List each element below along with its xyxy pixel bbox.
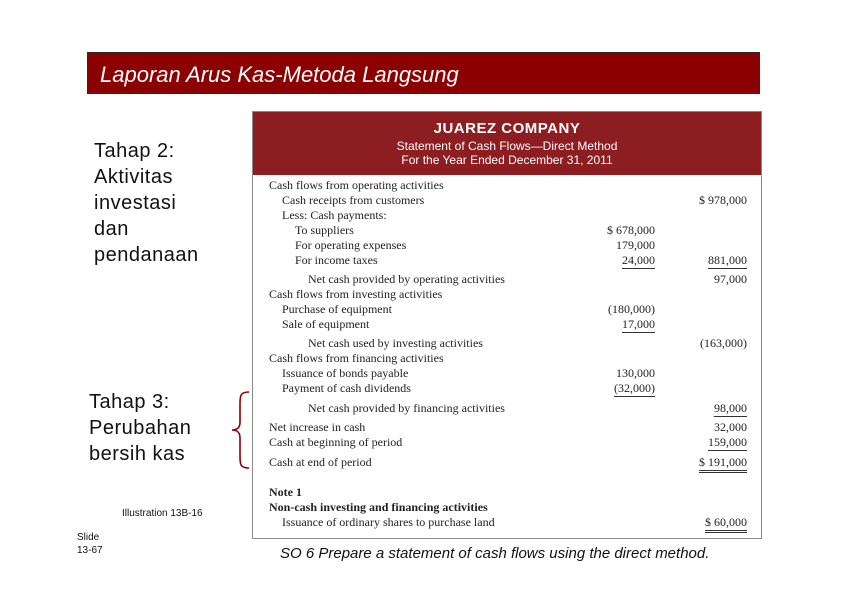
row-amount: 17,000 — [622, 317, 655, 331]
slide-title-bar — [87, 52, 760, 94]
statement-subtitle: Statement of Cash Flows—Direct Method — [396, 139, 618, 153]
company-name: JUAREZ COMPANY — [433, 120, 581, 137]
row-amount: (180,000) — [608, 302, 655, 316]
row-amount: (32,000) — [614, 381, 655, 395]
row-label: Purchase of equipment — [282, 302, 392, 316]
step-3-line: Perubahan — [89, 417, 192, 439]
row-label: Cash at end of period — [269, 455, 372, 469]
step-2-note — [94, 138, 199, 268]
row-label: Net cash provided by financing activities — [308, 401, 505, 415]
statement-row — [253, 193, 761, 208]
statement-row — [253, 253, 761, 268]
row-label: For operating expenses — [295, 238, 407, 252]
row-amount: 24,000 — [622, 253, 655, 267]
row-label: Payment of cash dividends — [282, 381, 411, 395]
row-amount: 179,000 — [616, 238, 655, 252]
row-label: To suppliers — [295, 223, 354, 237]
statement-row — [253, 455, 761, 470]
row-total: 881,000 — [708, 253, 747, 267]
row-total: 98,000 — [714, 401, 747, 415]
illustration-label: Illustration 13B-16 — [122, 508, 203, 519]
statement-row — [253, 500, 761, 515]
row-label: Cash flows from operating activities — [269, 178, 444, 192]
statement-row — [253, 420, 761, 435]
statement-row — [253, 351, 761, 366]
step-2-line: Aktivitas — [94, 166, 173, 188]
step-2-line: dan — [94, 218, 129, 240]
row-label: Cash flows from financing activities — [269, 351, 444, 365]
step-2-line: Tahap 2: — [94, 140, 175, 162]
row-label: Net cash used by investing activities — [308, 336, 483, 350]
row-label: Sale of equipment — [282, 317, 370, 331]
row-label: For income taxes — [295, 253, 378, 267]
row-label: Cash at beginning of period — [269, 435, 403, 449]
row-total: $ 191,000 — [699, 455, 747, 473]
study-objective: SO 6 Prepare a statement of cash flows using the direct method. — [280, 545, 710, 562]
row-label: Issuance of bonds payable — [282, 366, 409, 380]
row-total: 32,000 — [714, 420, 747, 434]
step-2-line: pendanaan — [94, 244, 199, 266]
slide-label-line: 13-67 — [77, 545, 103, 556]
statement-row — [253, 336, 761, 351]
slide-number — [77, 531, 103, 557]
cash-flow-statement — [252, 111, 762, 539]
statement-row — [253, 381, 761, 396]
statement-row — [253, 515, 761, 530]
row-label: Cash flows from investing activities — [269, 287, 443, 301]
step-3-line: Tahap 3: — [89, 391, 170, 413]
row-total: $ 978,000 — [699, 193, 747, 207]
row-label: Net cash provided by operating activities — [308, 272, 505, 286]
statement-row — [253, 435, 761, 450]
statement-header — [253, 112, 761, 175]
statement-row — [253, 238, 761, 253]
slide-title: Laporan Arus Kas-Metoda Langsung — [100, 62, 459, 87]
statement-row — [253, 223, 761, 238]
statement-row — [253, 302, 761, 317]
row-label: Issuance of ordinary shares to purchase land — [282, 515, 495, 529]
row-amount: $ 678,000 — [607, 223, 655, 237]
row-total: 97,000 — [714, 272, 747, 286]
statement-row — [253, 178, 761, 193]
step-3-line: bersih kas — [89, 443, 186, 465]
row-total: $ 60,000 — [705, 515, 747, 533]
statement-row — [253, 401, 761, 416]
statement-row — [253, 317, 761, 332]
statement-row — [253, 485, 761, 500]
row-label: Non-cash investing and financing activities — [269, 500, 488, 514]
slide-label-line: Slide — [77, 532, 100, 543]
statement-period: For the Year Ended December 31, 2011 — [401, 153, 613, 167]
statement-row — [253, 272, 761, 287]
statement-row — [253, 208, 761, 223]
row-total: 159,000 — [708, 435, 747, 449]
statement-row — [253, 366, 761, 381]
row-label: Note 1 — [269, 485, 302, 499]
row-amount: 130,000 — [616, 366, 655, 380]
row-label: Less: Cash payments: — [282, 208, 387, 222]
row-label: Net increase in cash — [269, 420, 366, 434]
row-total: (163,000) — [700, 336, 747, 350]
statement-row — [253, 287, 761, 302]
curly-brace-icon — [229, 390, 251, 470]
row-label: Cash receipts from customers — [282, 193, 425, 207]
step-3-note — [89, 389, 191, 467]
step-2-line: investasi — [94, 192, 177, 214]
